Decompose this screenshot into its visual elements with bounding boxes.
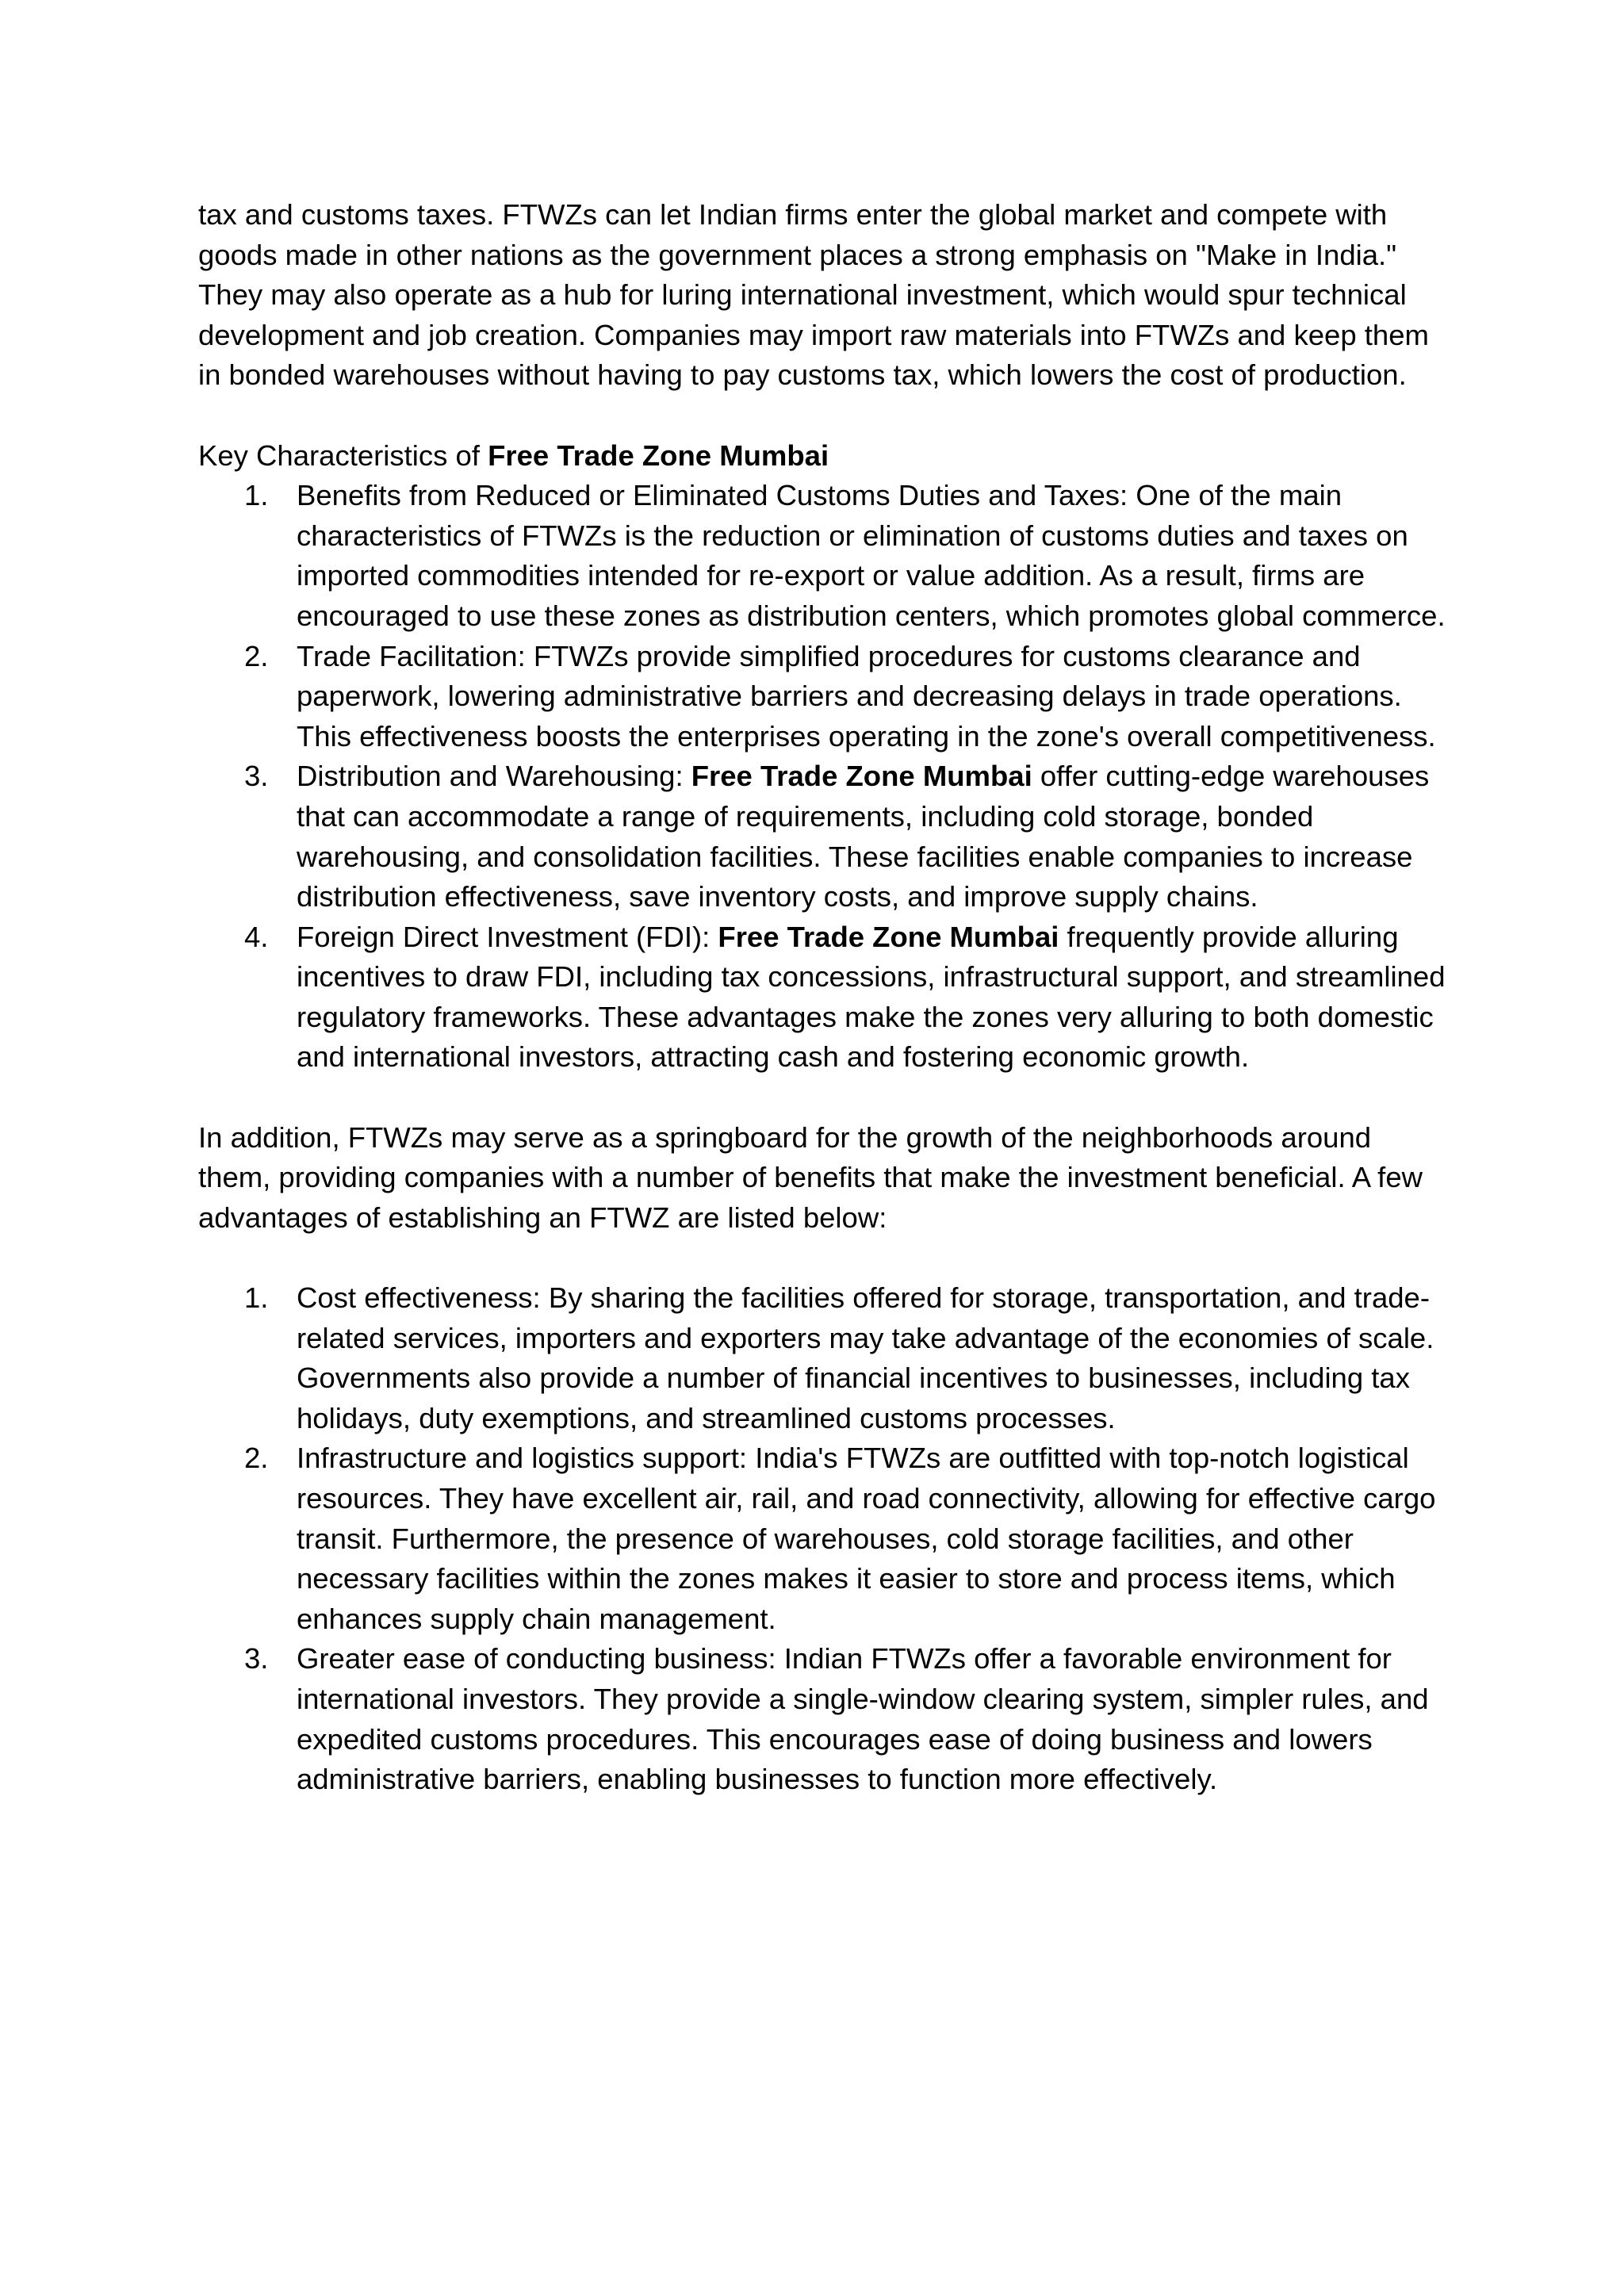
list-item-text-bold: Free Trade Zone Mumbai [718,920,1059,953]
list-item-text: Benefits from Reduced or Eliminated Customs Duties and Taxes: One of the main characteristics of FTWZs is the reduction or elimination of customs duties and taxes on imported commodities intended for re-export or value addition. As a result, firms are encouraged to use these zones as distribution centers, which promotes global commerce. [297,479,1446,632]
list-item [198,1438,1451,1639]
paragraph-gap [198,1238,1451,1278]
list-item-number: 4. [244,920,269,953]
list-item-number: 1. [244,1281,269,1315]
list-item-text: Cost effectiveness: By sharing the facilities offered for storage, transportation, and trade-related services, importers and exporters may take advantage of the economies of scale. Governments also provide a number of financial incentives to businesses, including tax holidays, duty exemptions, and streamlined customs processes. [297,1281,1434,1434]
list-item-text-bold: Free Trade Zone Mumbai [691,760,1032,793]
list-item-text-post: frequently provide alluring incentives to draw FDI, including tax concessions, infrastructural support, and streamlined regulatory frameworks. These advantages make the zones very alluring to both domestic and international investors, attracting cash and fostering economic growth. [297,920,1446,1074]
characteristics-heading-prefix: Key Characteristics of [198,439,488,472]
list-item-number: 2. [244,639,269,672]
list-item-text-post: offer cutting-edge warehouses that can accommodate a range of requirements, including cold storage, bonded warehousing, and consolidation facilities. These facilities enable companies to increase distribution effectiveness, save inventory costs, and improve supply chains. [297,760,1430,913]
characteristics-heading-bold: Free Trade Zone Mumbai [488,439,829,472]
list-item [198,476,1451,636]
paragraph-gap [198,1078,1451,1118]
list-item-text-pre: Foreign Direct Investment (FDI): [297,920,718,953]
addition-paragraph: In addition, FTWZs may serve as a springboard for the growth of the neighborhoods around them, providing companies with a number of benefits that make the investment beneficial. A few advantages of establishing an FTWZ are listed below: [198,1120,1423,1234]
characteristics-list [198,476,1451,1078]
list-item-text: Trade Facilitation: FTWZs provide simplified procedures for customs clearance and paperwork, lowering administrative barriers and decreasing delays in trade operations. This effectiveness boosts the enterprises operating in the zone's overall competitiveness. [297,639,1436,753]
paragraph-gap [198,396,1451,436]
characteristics-heading [198,436,1451,477]
intro-paragraph: tax and customs taxes. FTWZs can let Indian firms enter the global market and compete with goods made in other nations as the government places a strong emphasis on "Make in India." They may also operate as a hub for luring international investment, which would spur technical development and job creation. Companies may import raw materials into FTWZs and keep them in bonded warehouses without having to pay customs tax, which lowers the cost of production. [198,198,1429,392]
advantages-list [198,1278,1451,1800]
list-item [198,1639,1451,1799]
list-item [198,1278,1451,1438]
list-item-number: 1. [244,479,269,512]
list-item-number: 3. [244,760,269,793]
document-page [198,195,1451,1800]
list-item-text-pre: Distribution and Warehousing: [297,760,691,793]
list-item-text: Infrastructure and logistics support: India's FTWZs are outfitted with top-notch logistical resources. They have excellent air, rail, and road connectivity, allowing for effective cargo transit. Furthermore, the presence of warehouses, cold storage facilities, and other necessary facilities within the zones makes it easier to store and process items, which enhances supply chain management. [297,1442,1436,1635]
list-item [198,637,1451,757]
list-item-number: 3. [244,1642,269,1676]
list-item-number: 2. [244,1442,269,1475]
list-item-text: Greater ease of conducting business: Indian FTWZs offer a favorable environment for international investors. They provide a single-window clearing system, simpler rules, and expedited customs procedures. This encourages ease of doing business and lowers administrative barriers, enabling businesses to function more effectively. [297,1642,1429,1796]
list-item [198,756,1451,917]
list-item [198,917,1451,1078]
